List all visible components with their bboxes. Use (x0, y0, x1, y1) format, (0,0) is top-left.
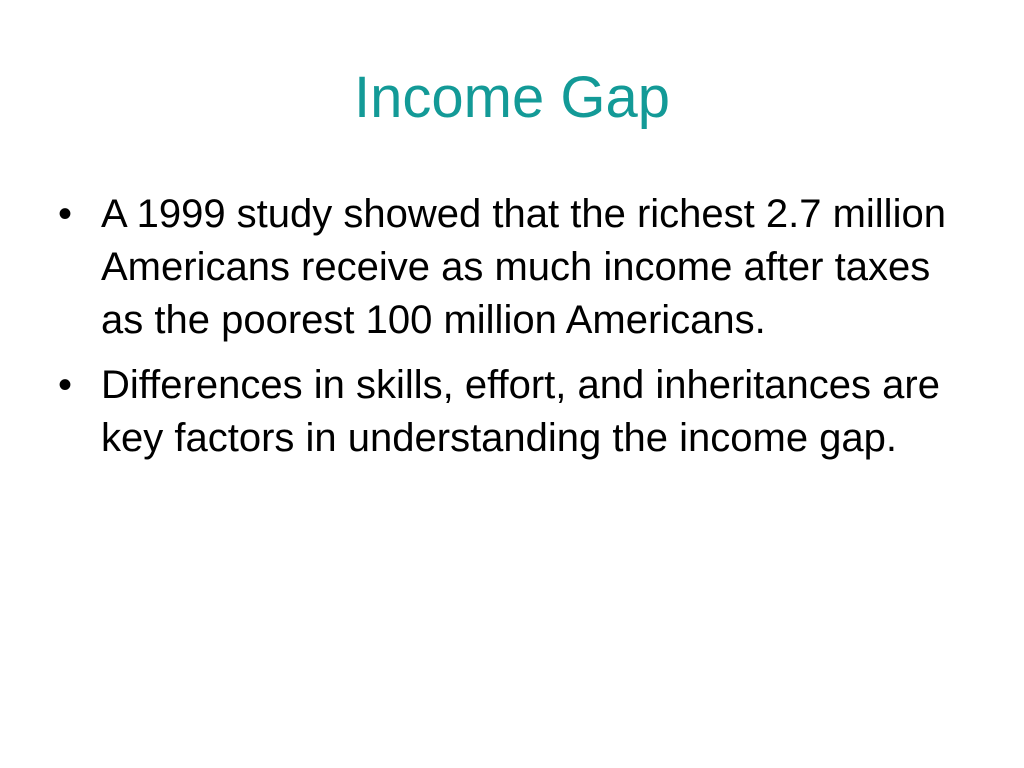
bullet-marker: • (58, 363, 73, 407)
bullet-item-1 (58, 188, 978, 347)
bullet-list (58, 188, 978, 477)
bullet-text: Differences in skills, effort, and inheritances are key factors in understanding the income gap. (101, 363, 940, 460)
bullet-text: A 1999 study showed that the richest 2.7 million Americans receive as much income after taxes as the poorest 100 million Americans. (101, 192, 946, 342)
slide-title: Income Gap (354, 65, 670, 130)
bullet-marker: • (58, 192, 73, 236)
bullet-item-2 (58, 359, 978, 465)
